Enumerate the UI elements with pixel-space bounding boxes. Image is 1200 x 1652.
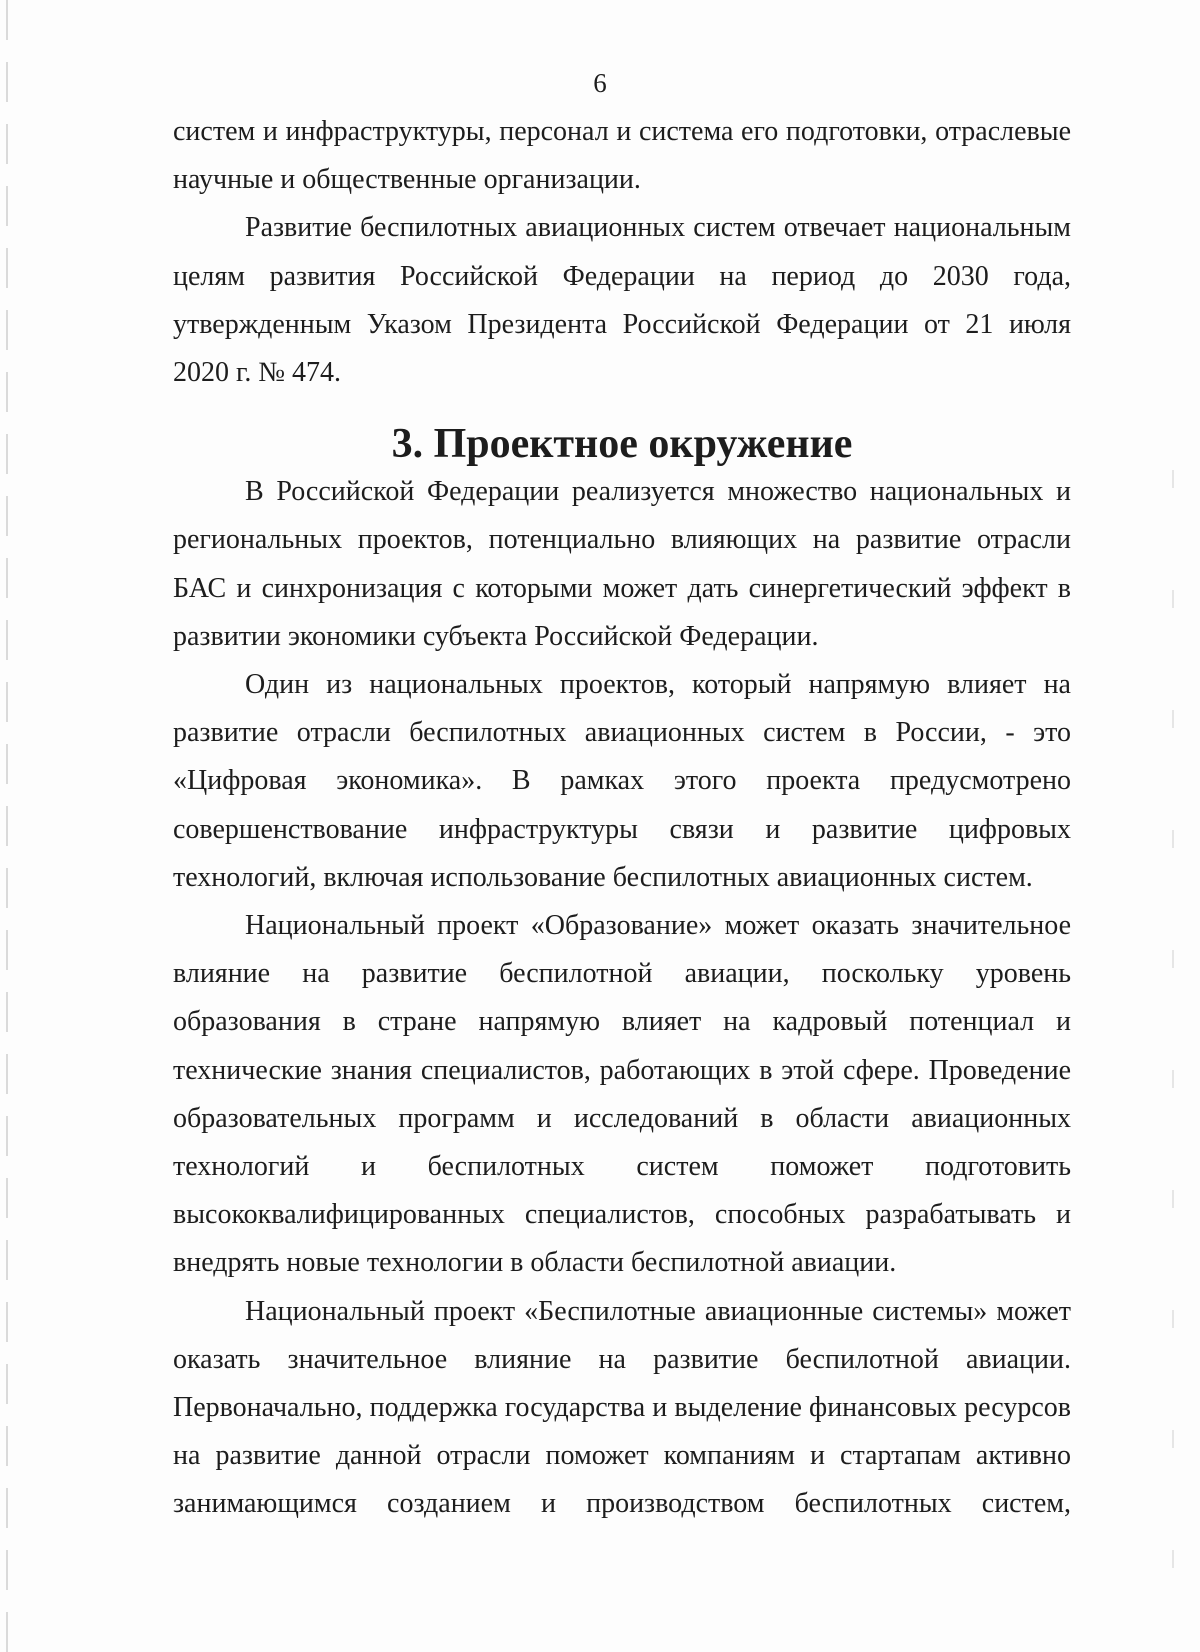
scan-left-edge <box>6 0 8 1652</box>
paragraph-continuation: систем и инфраструктуры, персонал и система его подготовки, отраслевые научные и общественные организации. <box>173 116 1071 196</box>
paragraph-national-goals: Развитие беспилотных авиационных систем отвечает национальным целям развития Российской Федерации на период до 2030 года, утвержденным Указом Президента Российской Федерации от 21 июля 2020 г. № 474. <box>173 212 1071 389</box>
page-body <box>173 108 1071 1529</box>
paragraph-digital-economy: Один из национальных проектов, который напрямую влияет на развитие отрасли беспилотных авиационных систем в России, - это «Цифровая экономика». В рамках этого проекта предусмотрено совершенствование инфраструктуры связи и развитие цифровых технологий, включая использование беспилотных авиационных систем. <box>173 669 1071 893</box>
paragraph-regional-projects: В Российской Федерации реализуется множество национальных и региональных проектов, потенциально влияющих на развитие отрасли БАС и синхронизация с которыми может дать синергетический эффект в развитии экономики субъекта Российской Федерации. <box>173 476 1071 652</box>
page-number: 6 <box>593 68 607 98</box>
paragraph-education: Национальный проект «Образование» может оказать значительное влияние на развитие беспилотной авиации, поскольку уровень образования в стране напрямую влияет на кадровый потенциал и технические знания специалистов, работающих в этой сфере. Проведение образовательных программ и исследований в области авиационных технологий и беспилотных систем поможет подготовить высококвалифицированных специалистов, способных разрабатывать и внедрять новые технологии в области беспилотной авиации. <box>173 910 1071 1279</box>
scan-right-edge <box>1172 470 1174 1570</box>
section-title: 3. Проектное окружение <box>391 421 853 468</box>
paragraph-uas-project: Национальный проект «Беспилотные авиационные системы» может оказать значительное влияние на развитие беспилотной авиации. Первоначально, поддержка государства и выделение финансовых ресурсов на развитие данной отрасли поможет компаниям и стартапам активно занимающимся созданием и производством беспилотных систем, <box>173 1295 1071 1520</box>
